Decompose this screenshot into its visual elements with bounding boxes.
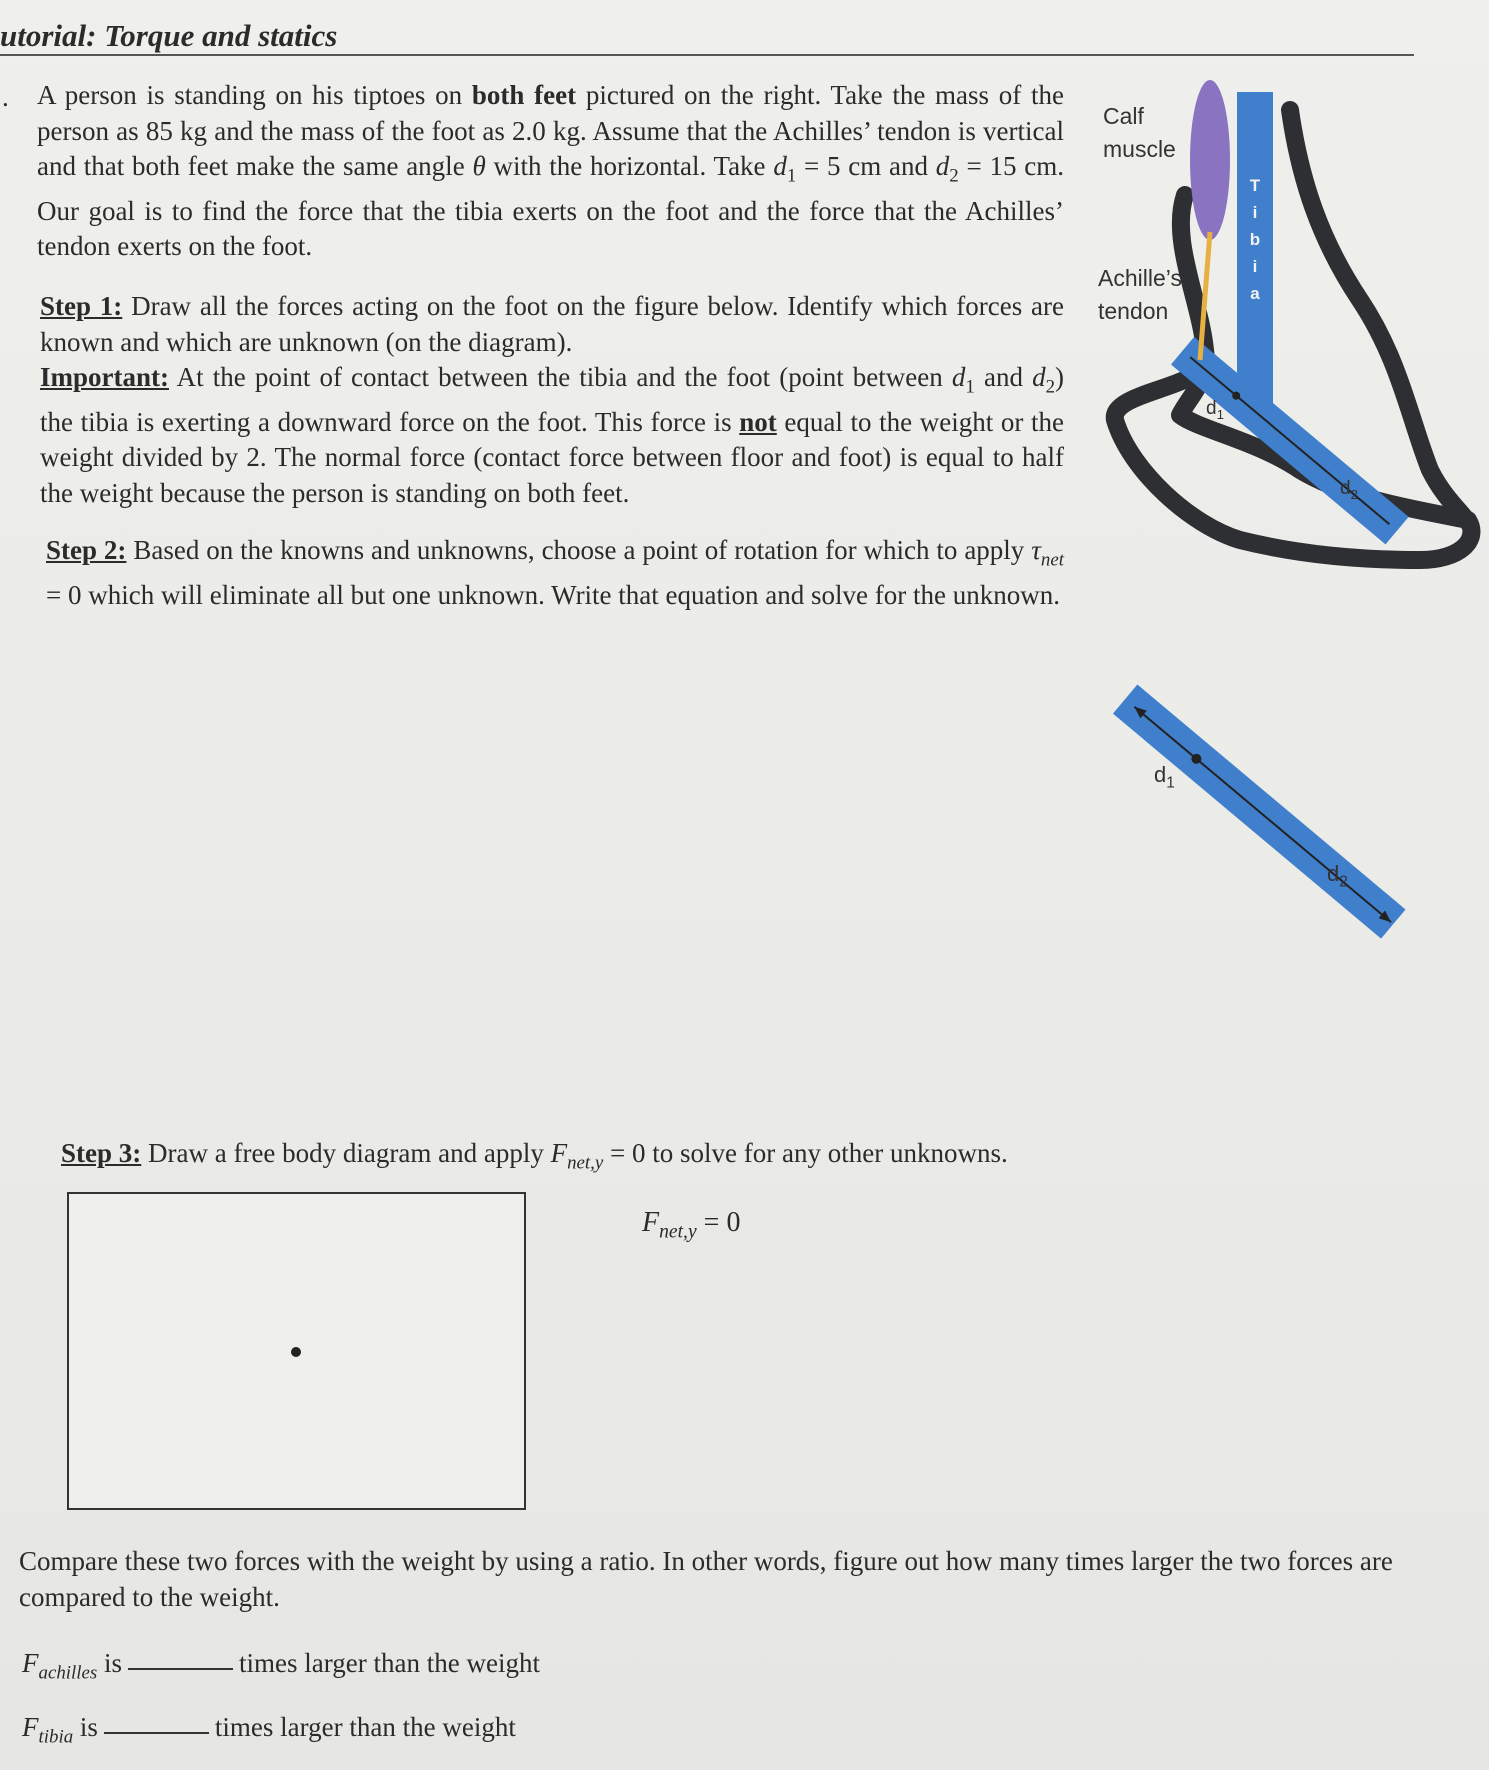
step-3-instructions: Step 3: Draw a free body diagram and apply $F_{net,y} = 0$ to solve for any other unknowns. — [61, 1138, 1008, 1174]
step-2-label: Step 2: — [46, 535, 127, 565]
problem-statement: A person is standing on his tiptoes on both feet pictured on the right. Take the mass of the person as 85 kg and the mass of the foot as 2.0 kg. Assume that the Achilles’ tendon is vertical and that both feet make the same angle θ with the horizontal. Take $d_1 = 5$ cm and $d_2 = 15$ cm. Our goal is to find the force that the tibia exerts on the foot and the force that the Achilles’ tendon exerts on the foot. — [37, 80, 1064, 262]
lower-d1-label: $d_1$ — [1154, 762, 1175, 792]
page-title: utorial: Torque and statics — [0, 18, 338, 53]
upper-d1-label: $d_1$ — [1206, 398, 1224, 422]
important-label: Important: — [40, 362, 169, 392]
compare-instructions: Compare these two forces with the weight by using a ratio. In other words, figure out how many times larger the two forces are compared to the weight. — [19, 1546, 1393, 1612]
step-3-label: Step 3: — [61, 1138, 142, 1168]
tendon-label: Achille’s tendon — [1098, 265, 1182, 324]
step-2-instructions: Step 2: Based on the knowns and unknowns, choose a point of rotation for which to apply $\tau_{net} = 0$ which will eliminate all but one unknown. Write that equation and solve for the unknown. — [46, 535, 1064, 610]
upper-d2-label: $d_2$ — [1340, 478, 1358, 502]
step-1-instructions: Step 1: Draw all the forces acting on the foot on the figure below. Identify which forces are known and which are unknown (on the diagram). Important: At the point of contact between the tibia and the foot (point between $d_1$ and $d_2$) the tibia is exerting a downward force on the foot. This force is not equal to the weight or the weight divided by 2. The normal force (contact force between floor and foot) is equal to half the weight because the person is standing on both feet. — [40, 291, 1065, 508]
net-force-equation: $F_{net,y} = 0$ — [642, 1207, 741, 1243]
lower-d2-label: $d_2$ — [1327, 861, 1348, 891]
tibia-ratio-line: $F_{tibia}$ is times larger than the weight — [22, 1712, 516, 1748]
achilles-ratio-line: $F_{achilles}$ is times larger than the weight — [22, 1648, 540, 1684]
calf-muscle-label: Calf muscle — [1103, 103, 1176, 162]
question-number: . — [2, 82, 9, 112]
tibia-label: T i b i a — [1249, 176, 1261, 303]
step-1-label: Step 1: — [40, 291, 123, 321]
